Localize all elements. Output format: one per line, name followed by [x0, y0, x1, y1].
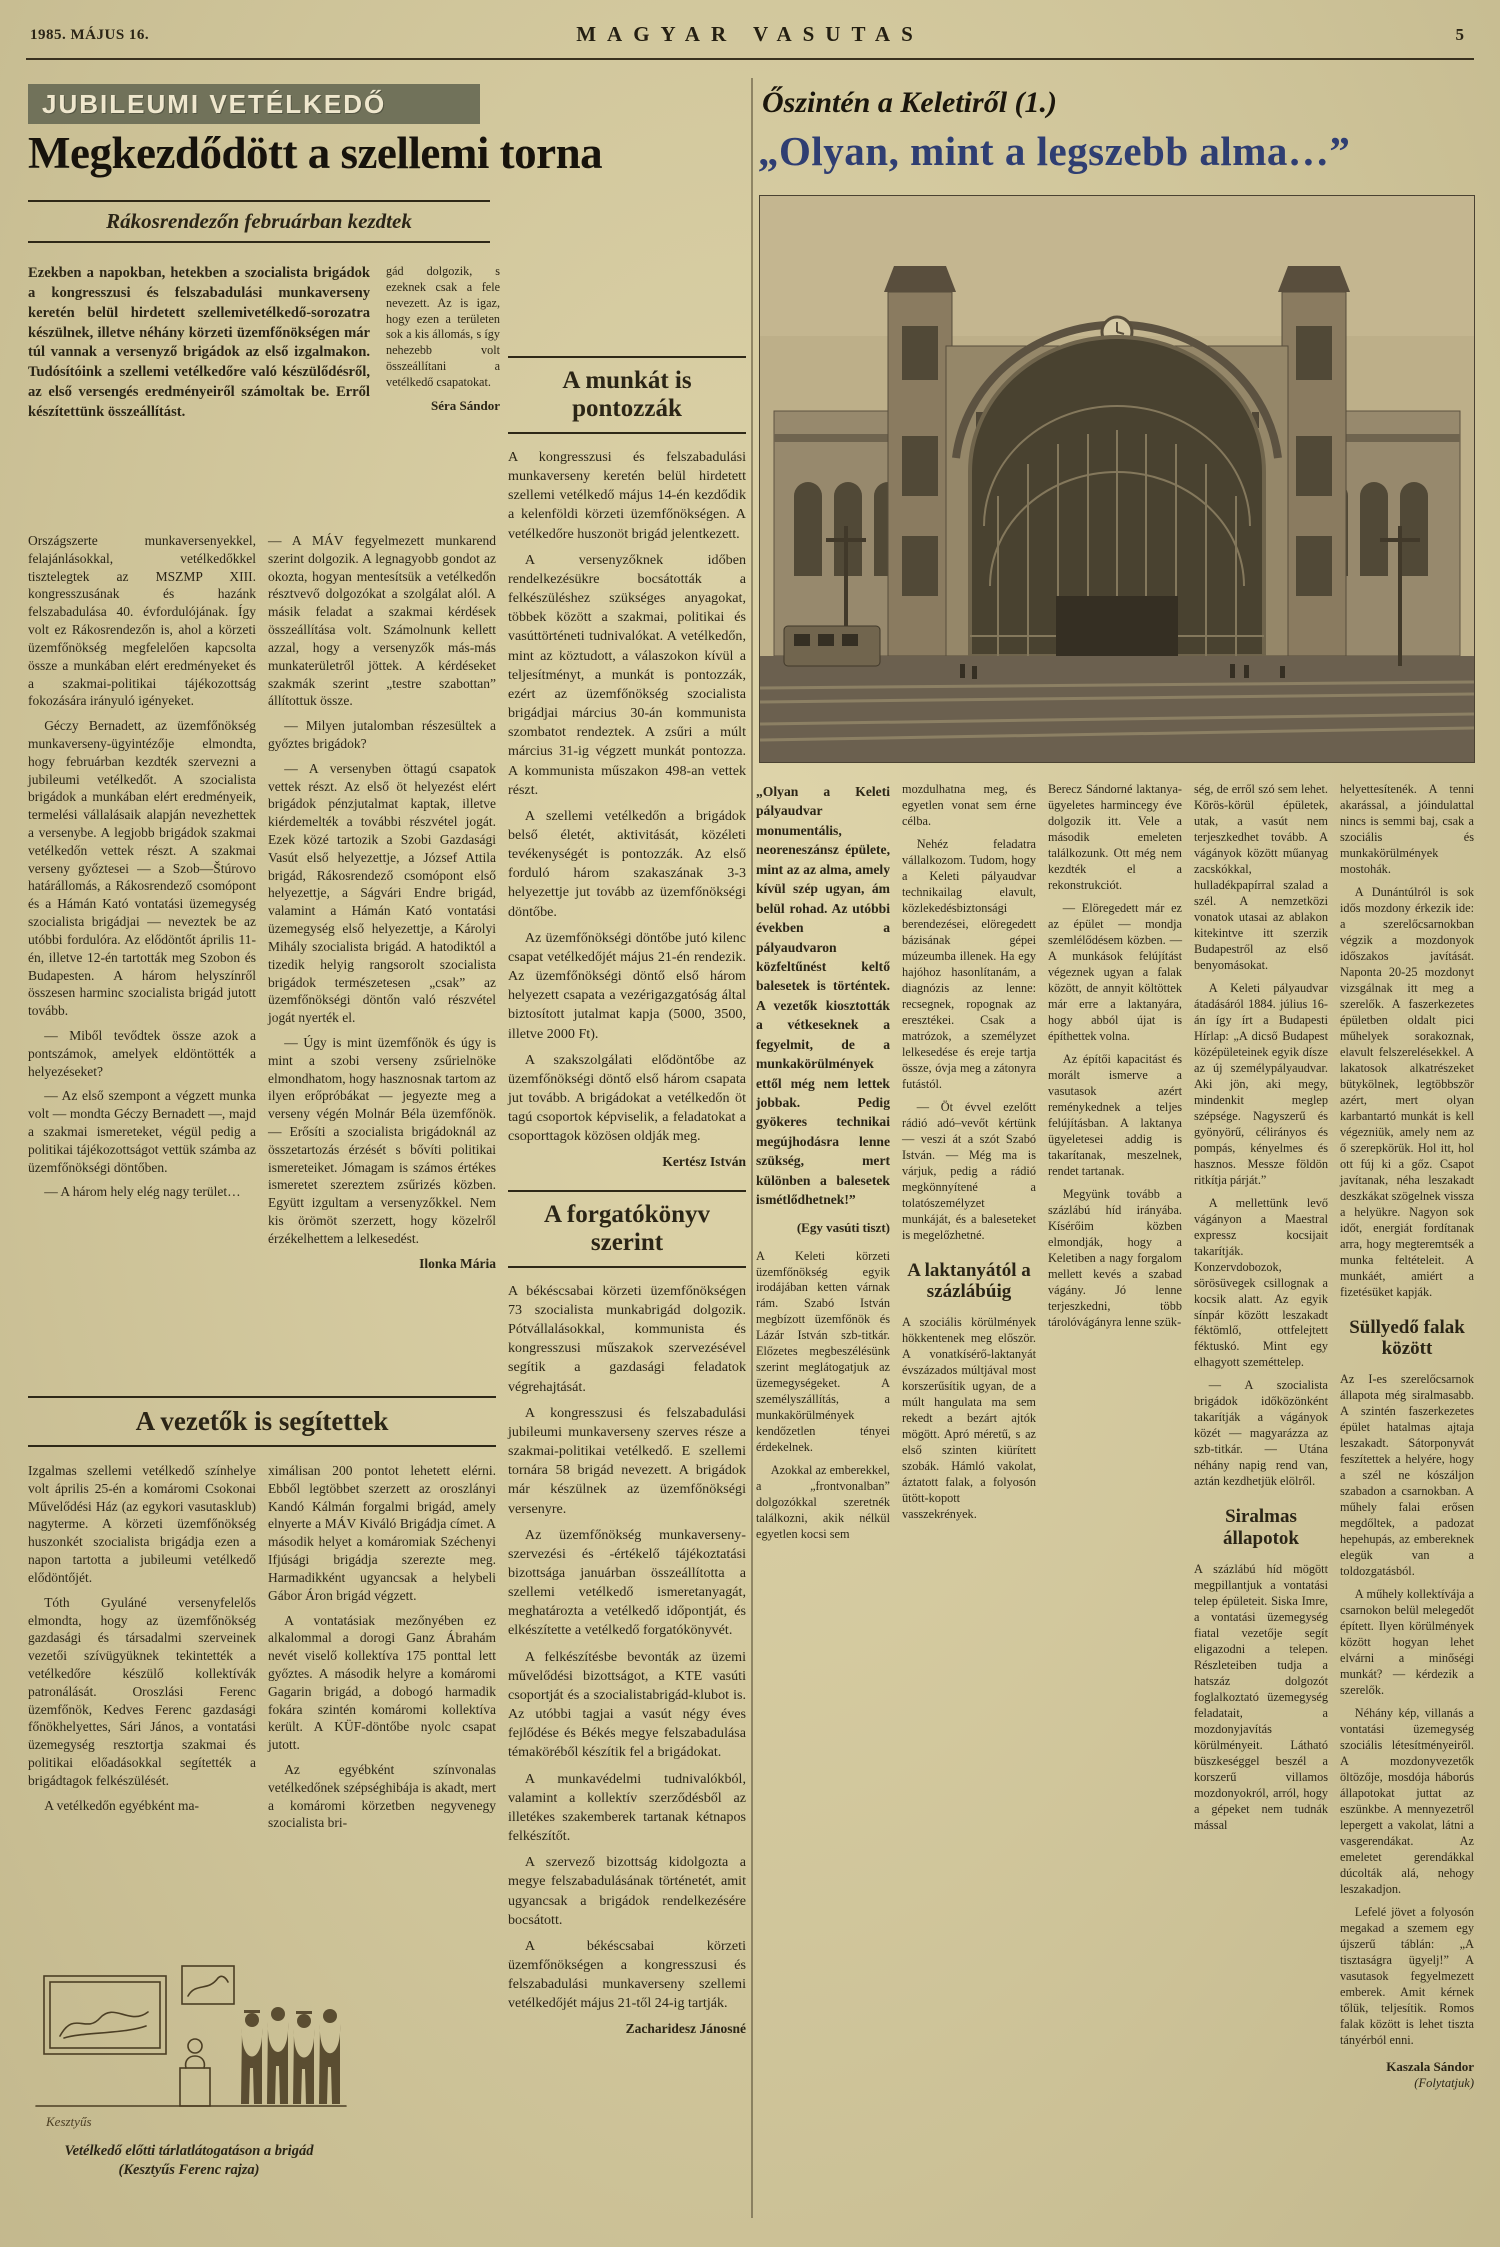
right-column-1-text: A Keleti körzeti üzemfőnökség egyik irodájában ketten várnak rám. Szabó István megbízott üzemfőnök és Lázár István szb-titkár. Előzetes megbeszélésünk szerint meglátogatjuk az üzemegységeket. A személyszállítás, a munkakörülmények kendőzetlen tényei érdekelnek. Azokkal az emberekkel, a „frontvonalban” dolgozókkal szeretnék találkozni, akik nélkül egyetlen kocsi sem	[756, 1248, 890, 1542]
right-headline: „Olyan, mint a legszebb alma…”	[758, 128, 1351, 174]
right-column-4: ség, de erről szó sem lehet. Körös-körül épületek, utak, a vasút nem terjeszkedhet tovább. A vágányok között műanyag zacskókkal, hulladékpapírral szalad a szél. A nemzetközi vonatok utasai az ablakon kitekintve itt szerzik Budapestről az első benyomásokat. A Keleti pályaudvar átadásáról 1884. július 16-án így írt a Budapesti Hírlap: „A dicső Budapest középületeinek egyik dísze az új személypályaudvar. Aki jön, aki megy, mindenkit meglep szépsége. Nagyszerű és gyönyörű, célirányos és pompás, kényelmes és hasznos. Messze földön ritkítja párját.” A mellettünk levő vágányon a Maestral expressz kocsijait takarítják. Konzervdobozok, sörösüvegek csillognak a kocsik alatt. Az egyik sínpár között leszakadt féktömlő, ottfelejtett féktuskó. Mint egy elhagyott szeméttelep. — A szocialista brigádok időközönként takarítják a vágányok közét — magyarázza az szb-titkár. — Utána néhány napig rend van, aztán kezdhetjük elölről. Siralmas állapotok A százlábú híd mögött megpillantjuk a vontatási telep épületeit. Siska Imre, a vontatási üzemegység fiatal vezetője segít eligazodni a telepen. Részleteiben tudja a hatszáz dolgozót foglalkoztató üzemegység feladatait, a mozdonyjavítás körülményeit. Látható büszkeséggel beszél a korszerű villamos mozdonyokról, arról, hogy a gépeket nem tudnák mással	[1194, 782, 1328, 1832]
byline-sera-sandor: Séra Sándor	[431, 397, 500, 413]
article-column-1: Országszerte munkaversenyekkel, felajánlásokkal, vetélkedőkkel tisztelegtek az MSZMP XIII. kongresszusának és hazánk felszabadulása 40. évfordulójának. Így volt ez Rákosrendezőn is, ahol a körzeti üzemfőnökség megfelelően kapcsolta össze a munkában elért eredményeket és a szakmai-politikai tájékozottság fokozására irányuló igényeket. Géczy Bernadett, az üzemfőnökség munkaverseny-ügyintézője elmondta, hogy februárban kezdték szervezni a jubileumi vetélkedőt. A szocialista brigádok a munkában elért eredményeik, termelési vállalásaik alapján nevezhettek a versenybe. A legjobb brigádok szakmai vetélkedőn vettek részt. A szakmai verseny győztesei — a Szob—Štúrovo határállomás, a Rákosrendező csomópont és a Hámán Kató vontatási üzemegység szocialista brigádjai — neveztek be az utóbbi fordulóra. Az elődöntőt április 11-én, illetve 12-én tartották meg Szobon és Budapesten. A három helyszínről összesen harminc szocialista brigád jutott tovább. — Miből tevődtek össze azok a pontszámok, amelyek eldöntötték a helyezéseket? — Az első szempont a végzett munka volt — mondta Géczy Bernadett —, majd a szakmai ismereteket, végül pedig a politikai tájékozottságot vettük számba az üzemfőnökségi döntőben. — A három hely elég nagy terület…	[28, 533, 256, 1200]
intro-attribution: (Egy vasúti tiszt)	[796, 1219, 890, 1235]
article-column-2-text: — A MÁV fegyelmezett munkarend szerint dolgozik. A legnagyobb gondot az okozta, hogyan mentesítsük a vetélkedőn résztvevő dolgozókat a szolgálat alól. A másik feladat a szakmai kérdések összeállítása volt. Számolnunk kellett azzal, hogy a versenyzők más-más munkaterületről jöttek. A kérdéseket szakmák szerint „testre szabottan” állítottuk össze. — Milyen jutalomban részesültek a győztes brigádok? — A versenyben öttagú csapatok vettek részt. Az első öt helyezést elért brigádok pénzjutalmat kaptak, illetve kiérdemelték a további részvétel jogát. Ezek közé tartozik a Szobi Gazdasági Vasút első helyezettje, a József Attila brigád, Rákosrendező csomópont első helyezettje, a Ságvári Endre brigád, valamint a Hámán Kató vontatási üzemegység első helyezettje, a Károlyi Mihály szocialista brigád. A hatodiktól a tizedik helyig rangsorolt szocialista brigádok természetesen „csak” az üzemfőnökségi döntőn való részvétel jogát nyerték el. — Úgy is mint üzemfőnök és úgy is mint a szobi verseny zsűrielnöke elmondhatom, hogy hasznosnak tartom az ilyen erőpróbákat — jegyezte meg a verseny végén Molnár Béla üzemfőnök. — Erősíti a szocialista brigádoknál az összetartozás érzését s bővíti politikai ismereteiket. Jómagam is számos értékes ismeretet szereztem zsűrizés közben. Együtt izgultam a versenyzőkkel. Nem kis örömöt szerzett, hogy közelről érzékelhettem a lelkesedést.	[268, 533, 496, 1246]
cartoon-caption: Vetélkedő előtti tárlatlátogatáson a brigád (Kesztyűs Ferenc rajza)	[64, 2143, 314, 2178]
right-column-2: mozdulhatna meg, és egyetlen vonat sem érne célba. Nehéz feladatra vállalkozom. Tudom, hogy a Keleti pályaudvar technikailag elavult, közlekedésbiztonsági berendezései, elöregedett bázisának gépei múzeumba illenek. Ha egy hajóhoz hasonlítanám, a diagnózis az lenne: recsegnek, ropognak az eresztékei. Csak a matrózok, a személyzet lelkesedése és ereje tartja össze, óvja meg a zátonyra futástól. — Öt évvel ezelőtt rádió adó–vevőt kértünk — veszi át a szót Szabó István. — Még ma is várjuk, pedig a rádió megkönnyítené a tolatószemélyzet munkáját, és a baleseteket is megelőzhetné. A laktanyától a százlábúig A szociális körülmények hökkentenek meg először. A vonatkísérő-laktanyát évszázados múltjával most korszerűsítik ugyan, de a múlt hangulata ma sem rekedt a bezárt ajtók mögött. Apró méretű, s az első szinten kiürített szobák. Hámló vakolat, áztatott falak, a folyosón ütött-kopott vasszekrények.	[902, 782, 1036, 1522]
vezetok-column-1: Izgalmas szellemi vetélkedő színhelye volt április 25-én a komáromi Csokonai Művelődési Ház (az egykori vasutasklub) nagyterme. A körzeti üzemfőnökség huszonkét szocialista brigádja ezen a napon tartotta a jubileumi vetélkedő elődöntőjét. Tóth Gyuláné versenyfelelős elmondta, hogy az üzemfőnökség gazdasági és társadalmi szerveinek vezetői szívügyüknek tekintették a vetélkedőre készülő kollektívák patronálását. Oroszlási Ferenc üzemfőnök, Kedves Ferenc gazdasági főnökhelyettes, Sári János, a vontatási üzemegység resztortja szakmai és politikai előadásokkal segítették a brigádtagok felkészülését. A vetélkedőn egyébként ma-	[28, 1463, 256, 1813]
intro-quote: „Olyan a Keleti pályaudvar monumentális, neoreneszánsz épülete, mint az az alma, amely kívül szép ugyan, ám belül rohad. Az utóbbi években a pályaudvaron közfeltűnést keltő balesetek is történtek. A vezetők kiosztották a vétkeseknek a fegyelmit, de a munkakörülmények ettől még nem lettek jobbak. Pedig gyökeres technikai megújhodásra lenne szükség, mert különben a balesetek ismétlődhetnek!”	[756, 784, 890, 1208]
right-column-1	[756, 782, 890, 1550]
article-column-2	[268, 532, 496, 1279]
masthead: MAGYAR VASUTAS	[576, 22, 924, 46]
continuation-column	[386, 264, 500, 415]
byline-zacharidesz-janosne: Zacharidesz Jánosné	[625, 2021, 746, 2037]
column-divider	[751, 78, 753, 2218]
subheadline: Rákosrendezőn februárban kezdtek	[28, 200, 490, 243]
byline-kertesz-istvan: Kertész István	[662, 1154, 746, 1170]
series-kicker: Őszintén a Keletiről (1.)	[762, 86, 1058, 119]
section-heading-sullyedo: Süllyedő falak között	[1349, 1316, 1465, 1360]
section-heading-laktanya: A laktanyától a százlábúig	[907, 1259, 1031, 1303]
to-be-continued: (Folytatjuk)	[1414, 2076, 1474, 2091]
forgatokonyv-text: A békéscsabai körzeti üzemfőnökségen 73 szocialista munkabrigád dolgozik. Pótvállalásokkal, kommunista és kongresszusi műszakok szervezésével segítik a gazdasági feladatok végrehajtását. A kongresszusi és felszabadulási jubileumi munkaverseny szerves része a szakmai-politikai vetélkedő. E szellemi tornára 58 brigád nevezett. A brigádok már készülnek az üzemfőnökségi versenyre. Az üzemfőnökség munkaverseny-szervezési és -értékelő tájékoztatási bizottsága januárban összeállította a szellemi vetélkedő ismeretanyagát, meghatározta a vetélkedő időpontját, és elkészítette a vetélkedő forgatókönyvét. A felkészítésbe bevonták az üzemi művelődési bizottságot, a KTE vasúti csoportját és a szocialistabrigád-klubot is. Az utóbbi tagjai a vasút négy éves fejlődése és Békés megye felszabadulása témaköréből készítik fel a brigádokat. A munkavédelmi tudnivalókból, valamint a kollektív szerződésből az illetékes szakemberek tartanak kétnapos felkészítőt. A szervező bizottság kidolgozta a megye felszabadulásának történetét, amit ugyancsak a brigádok rendelkezésére bocsátott. A békéscsabai körzeti üzemfőnökségen a kongresszusi és felszabadulási munkaverseny szellemi vetélkedőjét május 21-től 24-ig tartják.	[508, 1282, 746, 2012]
section-heading-siralmas: Siralmas állapotok	[1222, 1506, 1300, 1550]
cartoon-artist-signature: Kesztyűs	[46, 2114, 92, 2129]
section-heading-forgatokonyv: A forgatókönyv szerint	[508, 1190, 746, 1268]
kicker-badge: JUBILEUMI VETÉLKEDŐ	[28, 84, 480, 124]
station-photo	[760, 196, 1474, 762]
section-heading-vezetok: A vezetők is segítettek	[28, 1396, 496, 1447]
byline-ilonka-maria: Ilonka Mária	[419, 1255, 496, 1271]
cartoon-illustration	[30, 1948, 352, 2134]
keleti-station-illustration	[760, 196, 1474, 762]
article-column-3	[508, 356, 746, 2045]
right-column-5: helyettesítenék. A tenni akarással, a jóindulattal nincs is semmi baj, csak a szociális és munkakörülmények mostohák. A Dunántúlról is sok idős mozdony érkezik ide: a szerelőcsarnokban végzik a mozdonyok időszakos javítását. Naponta 20-25 mozdonyt vizsgálnak itt meg a szerelők. A faszerkezetes épületben oldalt pici műhelyek sorakoznak, elavult felszerelésekkel. A lakatosok alkatrészeket bütykölnek, legtöbbször azért, mert olyan karbantartó munkát is kell végezniük, amely nem az ő szerepkörük. Hol itt, hol ott fúj ki a gőz. Csapot javítanak, néha leszakadt deszkákat szögelnek vissza a helyükre. Nagyon sok időt, energiát fordítanak arra, hogy megteremtsék a munka feltételeit. A munkáét, amiért a fizetésüket kapják. Süllyedő falak között Az I-es szerelőcsarnok állapota még siralmasabb. A szintén faszerkezetes épület hatalmas ajtaja leszakadt. Sátorponyvát feszítettek a helyére, hogy a szél ne kószáljon szabadon a csarnokban. A műhely falai erősen megdőltek, a padozat hepehupás, az embereknek elegük van a toldozgatásból. A műhely kollektívája a csarnokon belül melegedőt épített. Ilyen körülmények között hogyan lehet elvárni a minőségi munkát? — kérdezik a szerelők. Néhány kép, villanás a vontatási üzemegység szociális létesítményeiről. A mozdonyvezetők öltözője, mosdója háborús állapotokat juttat az eszünkbe. A mennyezetről lepergett a vakolat, látni a vasgerendákat. Az emeletet gerendákkal dúcolták alá, nehogy leszakadjon. Lefelé jövet a folyosón megakad a szemem egy újszerű táblán: „A tisztaságra ügyelj!” A vasutasok fegyelmezett emberek. Amit kérnek tőlük, teljesítik. Romos falak között is lehet tiszta tányérból enni. Kaszala Sándor (Folytatjuk)	[1340, 782, 1474, 2091]
lead-paragraph: Ezekben a napokban, hetekben a szocialista brigádok a kongresszusi és felszabadulási munkaverseny keretén belül hirdetett szellemivetélkedő-sorozatra készülnek, illetve néhány körzeti üzemfőnökségen már túl vannak a versenyző brigádok az első izgalmakon. Tudósítóink a szellemi vetélkedőre való készülődésről, az első versengés eredményeiről számoltak be. Erről készítettünk összeállítást.	[28, 265, 370, 420]
vezetok-column-2: ximálisan 200 pontot lehetett elérni. Ebből legtöbbet szerzett az oroszlányi Kandó Kálmán forgalmi brigád, amely elnyerte a MÁV Kiváló Brigádja címet. A második helyet a komáromiak Széchenyi Ifjúsági brigádja szerezte meg. Harmadikként ugyancsak a helybeli Gábor Áron brigád végzett. A vontatásiak mezőnyében ez alkalommal a dorogi Ganz Ábrahám nevét viselő kollektíva 175 ponttal lett győztes. A második helyre a komáromi Gagarin brigád, a dobogó harmadik fokára szintén komáromi kollektíva került. A KÜF-döntőbe nyolc csapat jutott. Az egyébként színvonalas vetélkedőnek szépséghibája is akadt, mert a komáromi körzetben negyvenegy szocialista bri-	[268, 1463, 496, 1831]
page-date: 1985. MÁJUS 16.	[30, 27, 150, 43]
byline-kaszala-sandor: Kaszala Sándor	[1386, 2058, 1474, 2074]
pontozzak-text: A kongresszusi és felszabadulási munkaverseny keretén belül hirdetett szellemi vetélkedő május 14-én kezdődik a kelenföldi körzeti üzemfőnökségen. A vetélkedőre huszonöt brigád jelentkezett. A versenyzőknek időben rendelkezésükre bocsátották a felkészüléshez szükséges anyagokat, többek között a szakmai, politikai és vasúttörténeti tudnivalókat. A vetélkedőn, mint az köztudott, a válaszokon kívül a teljesítményt, a munkát is pontozzák, ezért az üzemfőnökség szocialista brigádjai március 30-án kommunista szombatot rendeztek. A zsűri a múlt március 31-ig végzett munkát pontozza. A kommunista műszakon 498-an vettek részt. A szellemi vetélkedőn a brigádok belső életét, aktivitását, közéleti tevékenységét is pontozzák. Az első forduló három szakaszának 3-3 helyezettje jut tovább az üzemfőnökségi döntőbe. Az üzemfőnökségi döntőbe jutó kilenc csapat vetélkedőjét május 21-én rendezik. Az üzemfőnökségi döntő első három helyezett csapata a vezérigazgatóság által biztosított jutalmat kapja (5000, 3500, illetve 2000 Ft). A szakszolgálati elődöntőbe az üzemfőnökségi döntő első három csapata jut tovább. A brigádokat a vetélkedőn öt tagú csoportok képviselik, a feladatokat a csoporttagok közösen oldják meg.	[508, 449, 746, 1145]
page-number: 5	[1455, 25, 1464, 44]
continuation-text: gád dolgozik, s ezeknek csak a fele nevezett. Az is igaz, hogy ezen a területen sok a kis állomás, s így nehezebb volt összeállítani a vetélkedő csapatokat.	[386, 264, 500, 390]
header-rule	[26, 58, 1474, 60]
main-headline: Megkezdődött a szellemi torna	[28, 128, 603, 178]
cartoon-drawing	[30, 1948, 352, 2134]
section-heading-pontozzak: A munkát is pontozzák	[508, 356, 746, 434]
right-column-3: Berecz Sándorné laktanya-ügyeletes harmincegy éve dolgozik itt. Vele a második emeleten találkozunk. Ott még nem kezdték el a rekonstrukciót. — Elöregedett már ez az épület — mondja szemlélődésem közben. — A munkások felújítást végeznek ugyan a falak között, de annyit költöttek már erre a laktanyára, hogy abból újat is építhettek volna. Az építői kapacitást és morált ismerve a vasutasok azért reménykednek a teljes felújításban. A laktanya ügyeletesei addig is takarítanak, meszelnek, rendet tartanak. Megyünk tovább a százlábú híd irányába. Kísérőim közben elmondják, hogy a Keletiben a nagy forgalom mellett kevés a szabad vágány. Jó lenne terjeszkedni, több tárolóvágányra lenne szük-	[1048, 782, 1182, 1329]
